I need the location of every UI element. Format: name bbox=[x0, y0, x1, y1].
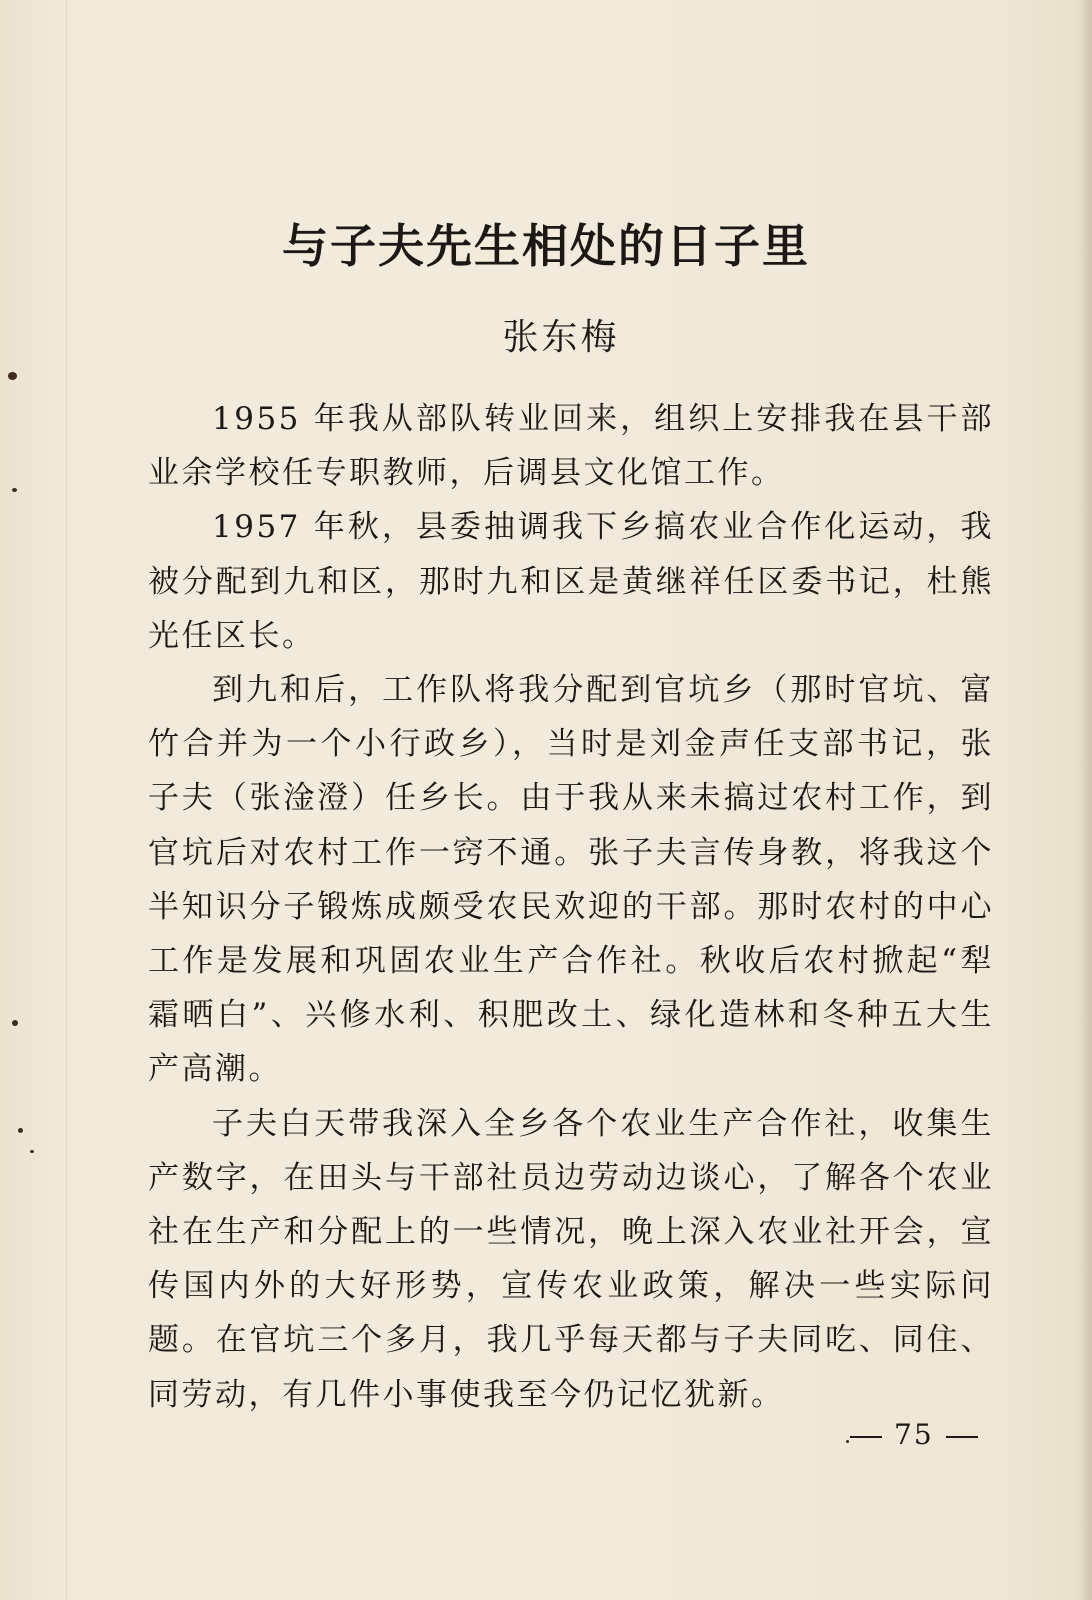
footer-dash bbox=[850, 1436, 882, 1438]
page-footer bbox=[838, 1418, 990, 1452]
body-paragraph: 到九和后，工作队将我分配到官坑乡（那时官坑、富竹合并为一个小行政乡），当时是刘金声任支部书记，张子夫（张淦澄）任乡长。由于我从来未搞过农村工作，到官坑后对农村工作一窍不通。张子夫言传身教，将我这个半知识分子锻炼成颇受农民欢迎的干部。那时农村的中心工作是发展和巩固农业生产合作社。秋收后农村掀起“犁霜晒白”、兴修水利、积肥改土、绿化造林和冬种五大生产高潮。 bbox=[148, 672, 994, 1088]
body-paragraph: 1957 年秋，县委抽调我下乡搞农业合作化运动，我被分配到九和区，那时九和区是黄继祥任区委书记，杜熊光任区长。 bbox=[148, 509, 994, 654]
footer-dash bbox=[946, 1436, 978, 1438]
article-author: 张东梅 bbox=[502, 317, 620, 358]
margin-speck bbox=[12, 1020, 18, 1026]
margin-speck bbox=[18, 1128, 23, 1133]
article-title: 与子夫先生相处的日子里 bbox=[282, 219, 810, 273]
body-paragraph: 子夫白天带我深入全乡各个农业生产合作社，收集生产数字，在田头与干部社员边劳动边谈心，了解各个农业社在生产和分配上的一些情况，晚上深入农业社开会，宣传国内外的大好形势，宣传农业政策，解决一些实际问题。在官坑三个多月，我几乎每天都与子夫同吃、同住、同劳动，有几件小事使我至今仍记忆犹新。 bbox=[148, 1105, 994, 1413]
margin-speck bbox=[8, 372, 17, 380]
margin-speck bbox=[12, 488, 17, 492]
body-paragraph: 1955 年我从部队转业回来，组织上安排我在县干部业余学校任专职教师，后调县文化馆工作。 bbox=[148, 401, 994, 492]
page-number: 75 bbox=[894, 1418, 934, 1451]
margin-speck bbox=[30, 1150, 34, 1153]
article-body bbox=[148, 392, 994, 1422]
